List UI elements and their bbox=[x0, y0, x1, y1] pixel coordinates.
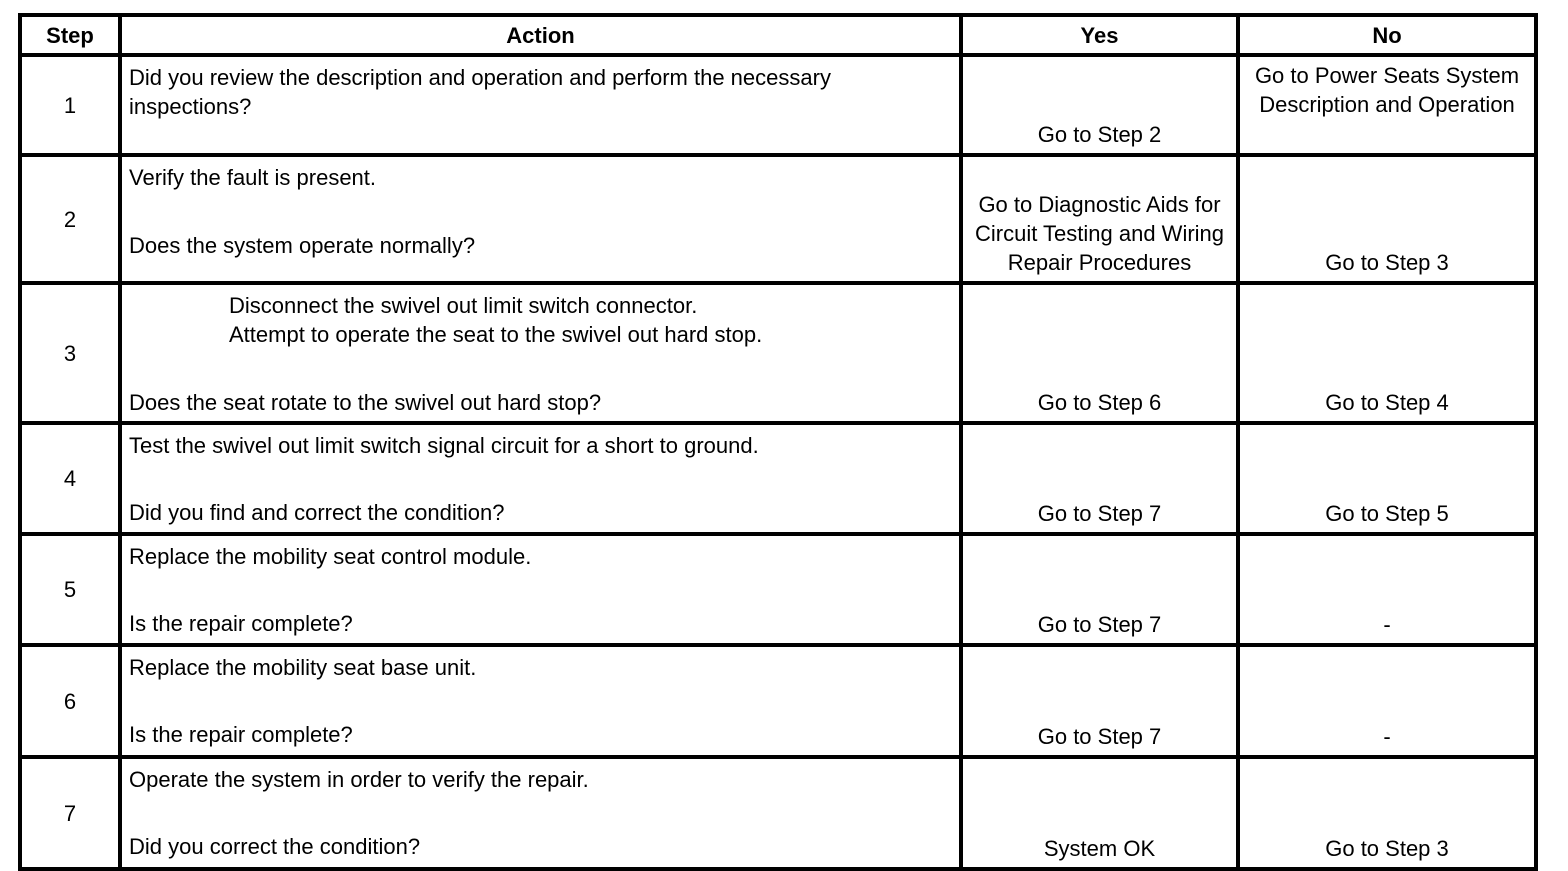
action-text: Attempt to operate the seat to the swivel out hard stop. bbox=[229, 322, 763, 347]
table-row bbox=[20, 757, 1536, 869]
no-cell: Go to Power Seats System Description and Operation bbox=[1238, 55, 1536, 155]
no-cell: Go to Step 3 bbox=[1238, 155, 1536, 283]
action-question: Did you correct the condition? bbox=[129, 834, 421, 859]
no-cell: Go to Step 3 bbox=[1238, 757, 1536, 869]
action-text: Operate the system in order to verify the repair. bbox=[129, 767, 589, 792]
table-row bbox=[20, 534, 1536, 645]
header-no: No bbox=[1238, 15, 1536, 55]
header-row bbox=[20, 15, 1536, 55]
yes-cell: System OK bbox=[961, 757, 1238, 869]
step-number: 1 bbox=[20, 55, 120, 155]
action-text: Disconnect the swivel out limit switch connector. bbox=[229, 293, 698, 318]
no-cell: - bbox=[1238, 645, 1536, 757]
step-number: 2 bbox=[20, 155, 120, 283]
table-row bbox=[20, 55, 1536, 155]
action-text: Test the swivel out limit switch signal circuit for a short to ground. bbox=[129, 433, 759, 458]
yes-cell: Go to Step 7 bbox=[961, 534, 1238, 645]
yes-cell: Go to Step 2 bbox=[961, 55, 1238, 155]
step-number: 4 bbox=[20, 423, 120, 534]
action-cell bbox=[120, 645, 961, 757]
yes-cell: Go to Step 7 bbox=[961, 423, 1238, 534]
step-number: 6 bbox=[20, 645, 120, 757]
yes-cell: Go to Diagnostic Aids for Circuit Testing and Wiring Repair Procedures bbox=[961, 155, 1238, 283]
no-cell: Go to Step 4 bbox=[1238, 283, 1536, 423]
no-cell: - bbox=[1238, 534, 1536, 645]
table-row bbox=[20, 423, 1536, 534]
action-cell bbox=[120, 155, 961, 283]
action-text: Did you review the description and operation and perform the necessary bbox=[129, 65, 831, 90]
action-text: Replace the mobility seat base unit. bbox=[129, 655, 477, 680]
step-number: 3 bbox=[20, 283, 120, 423]
step-number: 7 bbox=[20, 757, 120, 869]
action-question: Is the repair complete? bbox=[129, 611, 353, 636]
action-text: Verify the fault is present. bbox=[129, 165, 377, 190]
action-question: Does the seat rotate to the swivel out hard stop? bbox=[129, 390, 602, 415]
action-cell bbox=[120, 757, 961, 869]
no-cell: Go to Step 5 bbox=[1238, 423, 1536, 534]
table-row bbox=[20, 155, 1536, 283]
action-question: Did you find and correct the condition? bbox=[129, 500, 505, 525]
action-question: Does the system operate normally? bbox=[129, 233, 476, 258]
yes-cell: Go to Step 6 bbox=[961, 283, 1238, 423]
table-row bbox=[20, 283, 1536, 423]
step-number: 5 bbox=[20, 534, 120, 645]
header-action: Action bbox=[120, 15, 961, 55]
table-row bbox=[20, 645, 1536, 757]
header-step: Step bbox=[20, 15, 120, 55]
action-cell bbox=[120, 55, 961, 155]
header-yes: Yes bbox=[961, 15, 1238, 55]
yes-cell: Go to Step 7 bbox=[961, 645, 1238, 757]
action-cell bbox=[120, 534, 961, 645]
action-question: Is the repair complete? bbox=[129, 722, 353, 747]
action-cell bbox=[120, 283, 961, 423]
action-text: Replace the mobility seat control module. bbox=[129, 544, 532, 569]
action-text: inspections? bbox=[129, 94, 252, 119]
action-cell bbox=[120, 423, 961, 534]
diagnostic-table bbox=[18, 13, 1538, 871]
